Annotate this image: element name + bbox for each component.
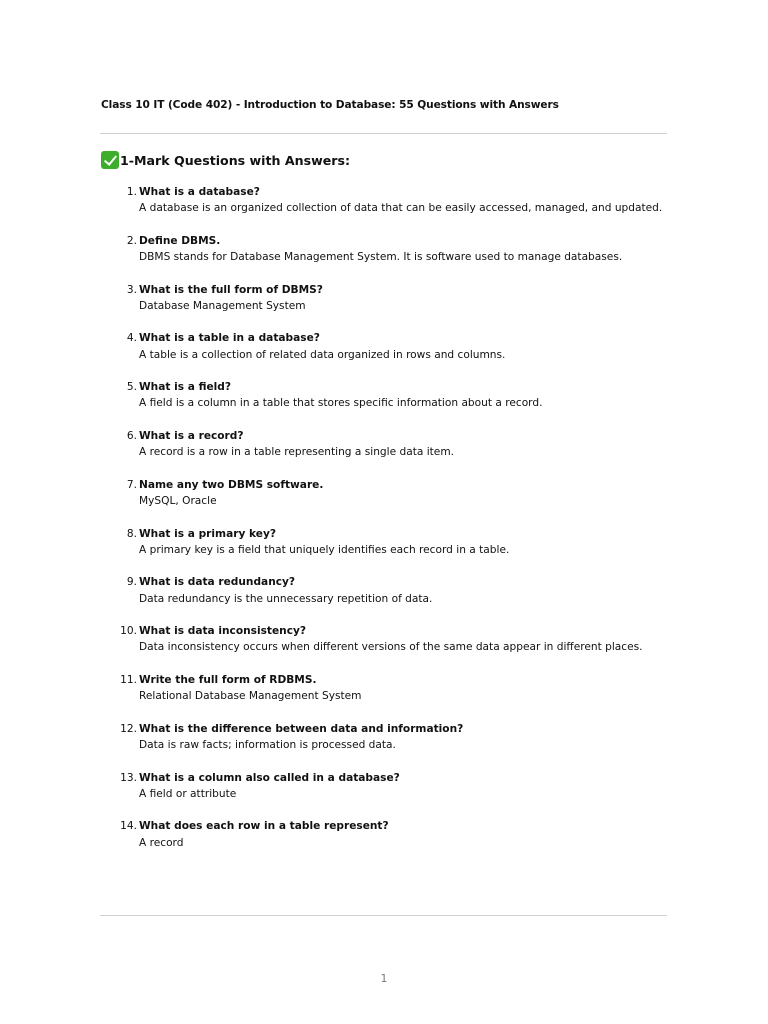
list-item <box>101 282 667 314</box>
bottom-divider <box>100 915 667 916</box>
answer-text: DBMS stands for Database Management System. It is software used to manage databases. <box>139 251 623 263</box>
list-item <box>101 672 667 704</box>
question-text: What is a table in a database? <box>139 332 320 345</box>
page-number: 1 <box>380 973 388 985</box>
list-item <box>101 428 667 460</box>
question-number: 1. <box>126 186 137 198</box>
question-number: 13. <box>120 771 137 784</box>
page-title: Class 10 IT (Code 402) - Introduction to Database: 55 Questions with Answers <box>101 99 559 111</box>
question-text: What is data inconsistency? <box>139 625 307 638</box>
question-number: 11. <box>120 673 137 686</box>
answer-text: A field or attribute <box>139 787 237 800</box>
question-text: Write the full form of RDBMS. <box>139 673 317 686</box>
answer-text: Database Management System <box>139 299 306 312</box>
question-text: Define DBMS. <box>139 234 221 247</box>
answer-text: A database is an organized collection of data that can be easily accessed, managed, and updated. <box>139 202 663 215</box>
list-item <box>101 330 667 362</box>
list-item <box>101 233 667 265</box>
question-text: What is a field? <box>139 381 231 394</box>
question-number: 3. <box>126 283 137 296</box>
answer-text: A field is a column in a table that stores specific information about a record. <box>139 397 543 410</box>
answer-text: A record is a row in a table representing a single data item. <box>139 446 455 459</box>
list-item <box>101 379 667 411</box>
question-text: Name any two DBMS software. <box>139 478 324 491</box>
question-text: What is a database? <box>139 186 260 198</box>
question-number: 7. <box>126 478 137 491</box>
answer-text: Data inconsistency occurs when different versions of the same data appear in different places. <box>139 641 643 654</box>
question-list <box>101 184 667 867</box>
list-item <box>101 526 667 558</box>
question-number: 5. <box>126 381 137 394</box>
answer-text: A record <box>139 836 184 849</box>
question-number: 8. <box>126 527 137 540</box>
answer-text: Data redundancy is the unnecessary repetition of data. <box>139 592 433 605</box>
question-text: What is a record? <box>139 429 244 442</box>
question-text: What is the full form of DBMS? <box>139 283 323 296</box>
list-item <box>101 818 667 850</box>
question-number: 12. <box>120 722 137 735</box>
top-divider <box>100 133 667 134</box>
question-number: 9. <box>126 576 137 589</box>
list-item <box>101 721 667 753</box>
answer-text: Relational Database Management System <box>139 690 362 703</box>
question-text: What is a column also called in a database? <box>139 771 400 784</box>
list-item <box>101 184 667 216</box>
question-text: What is a primary key? <box>139 527 277 540</box>
list-item <box>101 574 667 606</box>
answer-text: Data is raw facts; information is processed data. <box>139 738 396 751</box>
section-heading <box>101 151 350 169</box>
question-number: 14. <box>120 820 137 833</box>
question-number: 6. <box>126 429 137 442</box>
check-mark-icon <box>101 151 119 169</box>
answer-text: A primary key is a field that uniquely identifies each record in a table. <box>139 543 510 556</box>
section-heading-text: 1-Mark Questions with Answers: <box>120 152 350 168</box>
answer-text: A table is a collection of related data organized in rows and columns. <box>139 348 506 361</box>
list-item <box>101 770 667 802</box>
question-number: 10. <box>120 625 137 638</box>
list-item <box>101 477 667 509</box>
question-number: 2. <box>126 234 137 247</box>
question-text: What does each row in a table represent? <box>139 820 389 833</box>
list-item <box>101 623 667 655</box>
question-number: 4. <box>126 332 137 345</box>
question-text: What is data redundancy? <box>139 576 296 589</box>
question-text: What is the difference between data and information? <box>139 722 464 735</box>
answer-text: MySQL, Oracle <box>139 494 217 507</box>
